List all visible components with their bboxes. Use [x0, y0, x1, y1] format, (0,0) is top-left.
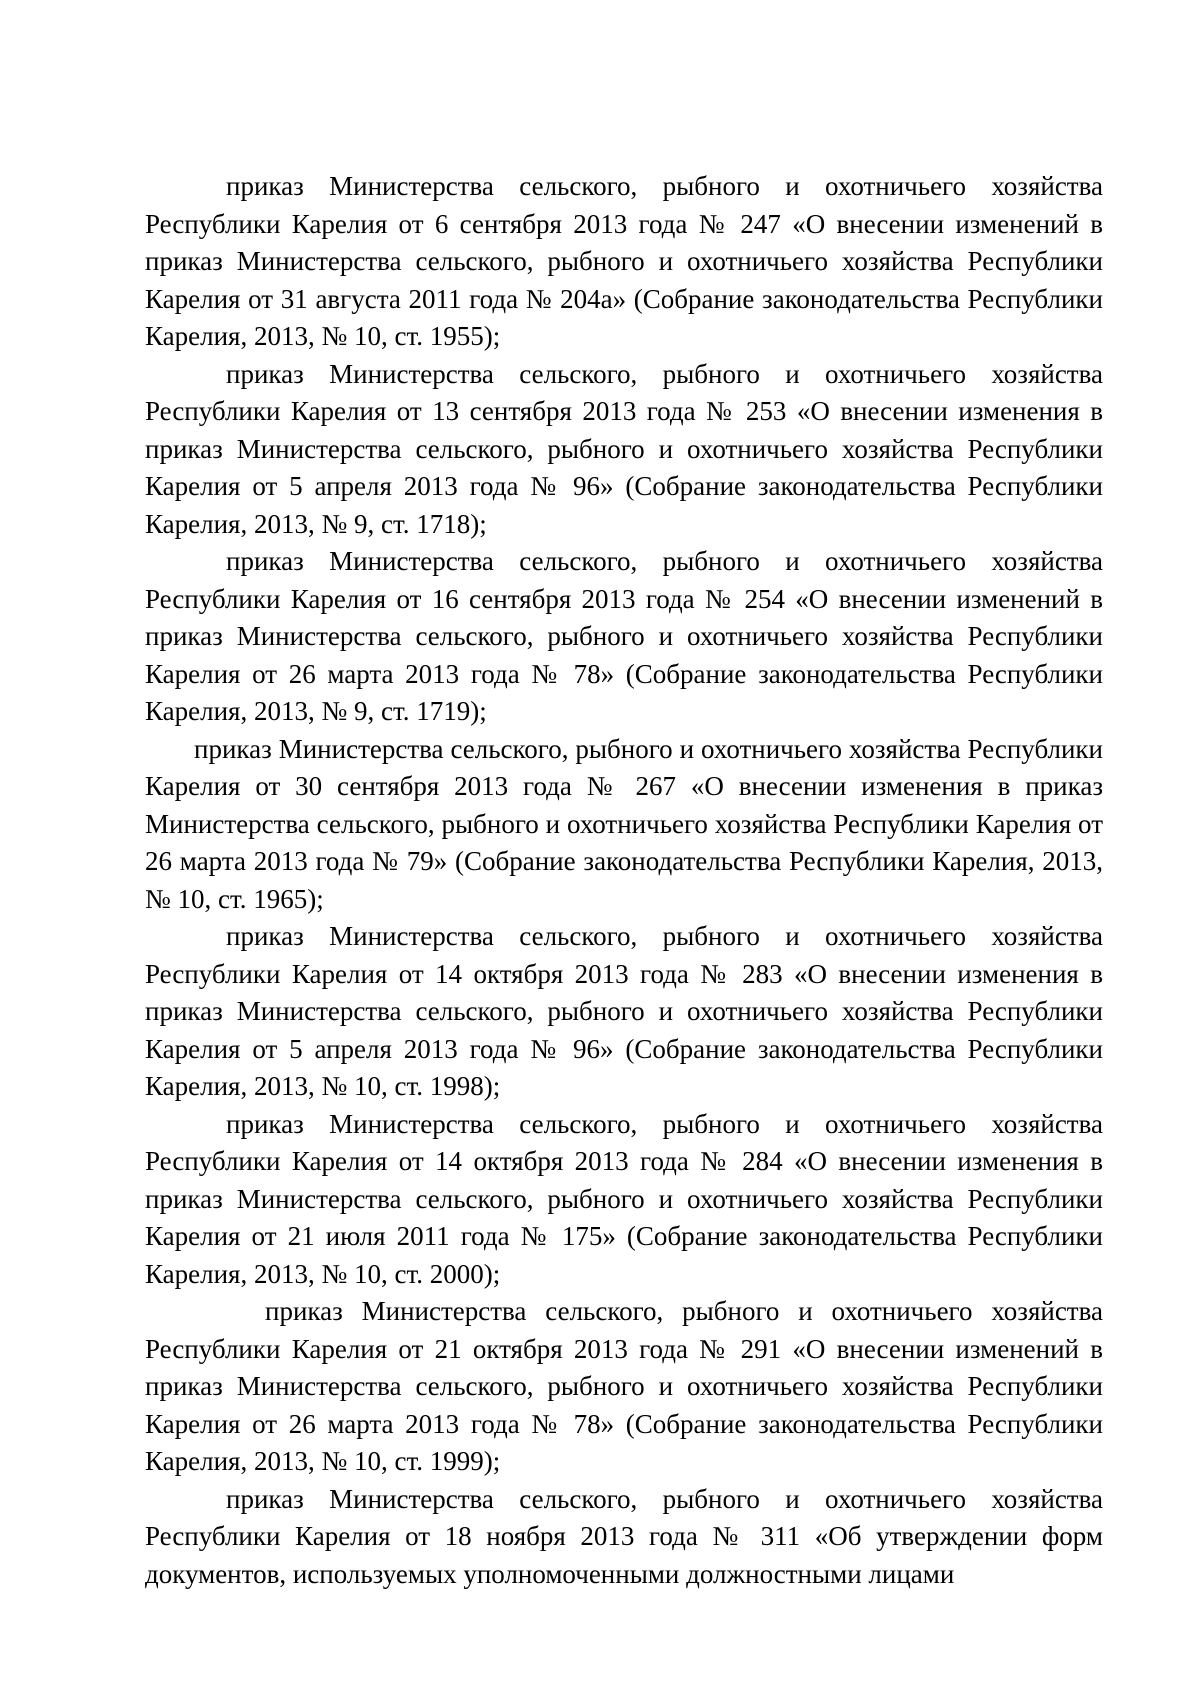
document-body — [145, 168, 1103, 1593]
paragraph-order-283: приказ Министерства сельского, рыбного и охотничьего хозяйства Республики Карелия от 14 октября 2013 года № 283 «О внесении изменения в приказ Министерства сельского, рыбного и охотничьего хозяйства Республики Карелия от 5 апреля 2013 года № 96» (Собрание законодательства Республики Карелия, 2013, № 10, ст. 1998); — [145, 921, 1103, 1101]
paragraph-order-254: приказ Министерства сельского, рыбного и охотничьего хозяйства Республики Карелия от 16 сентября 2013 года № 254 «О внесении изменений в приказ Министерства сельского, рыбного и охотничьего хозяйства Республики Карелия от 26 марта 2013 года № 78» (Собрание законодательства Республики Карелия, 2013, № 9, ст. 1719); — [145, 546, 1103, 726]
paragraph-order-247: приказ Министерства сельского, рыбного и охотничьего хозяйства Республики Карелия от 6 сентября 2013 года № 247 «О внесении изменений в приказ Министерства сельского, рыбного и охотничьего хозяйства Республики Карелия от 31 августа 2011 года № 204а» (Собрание законодательства Республики Карелия, 2013, № 10, ст. 1955); — [145, 171, 1103, 351]
paragraph-order-311: приказ Министерства сельского, рыбного и охотничьего хозяйства Республики Карелия от 18 ноября 2013 года № 311 «Об утверждении форм документов, используемых уполномоченными должностными лицами — [145, 1483, 1103, 1589]
paragraph-order-267: приказ Министерства сельского, рыбного и охотничьего хозяйства Республики Карелия от 30 сентября 2013 года № 267 «О внесении изменения в приказ Министерства сельского, рыбного и охотничьего хозяйства Республики Карелия от 26 марта 2013 года № 79» (Собрание законодательства Республики Карелия, 2013, № 10, ст. 1965); — [145, 733, 1103, 914]
paragraph-order-284: приказ Министерства сельского, рыбного и охотничьего хозяйства Республики Карелия от 14 октября 2013 года № 284 «О внесении изменения в приказ Министерства сельского, рыбного и охотничьего хозяйства Республики Карелия от 21 июля 2011 года № 175» (Собрание законодательства Республики Карелия, 2013, № 10, ст. 2000); — [145, 1108, 1103, 1289]
paragraph-order-291: приказ Министерства сельского, рыбного и охотничьего хозяйства Республики Карелия от 21 октября 2013 года № 291 «О внесении изменений в приказ Министерства сельского, рыбного и охотничьего хозяйства Республики Карелия от 26 марта 2013 года № 78» (Собрание законодательства Республики Карелия, 2013, № 10, ст. 1999); — [145, 1296, 1103, 1476]
paragraph-order-253: приказ Министерства сельского, рыбного и охотничьего хозяйства Республики Карелия от 13 сентября 2013 года № 253 «О внесении изменения в приказ Министерства сельского, рыбного и охотничьего хозяйства Республики Карелия от 5 апреля 2013 года № 96» (Собрание законодательства Республики Карелия, 2013, № 9, ст. 1718); — [145, 358, 1103, 539]
